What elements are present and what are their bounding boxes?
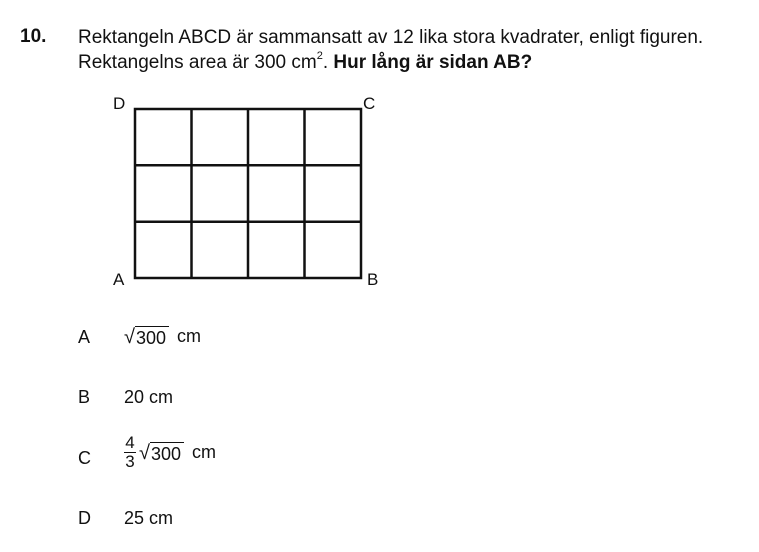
option-c-answer — [124, 434, 216, 471]
square-grid — [105, 90, 395, 295]
corner-label-b: B — [367, 270, 379, 289]
option-c-letter: C — [78, 448, 91, 468]
rectangle-figure — [105, 90, 395, 295]
square-root-sign: √ — [139, 442, 150, 464]
area-unit-exponent: 2 — [316, 49, 323, 62]
corner-label-d: D — [113, 94, 126, 113]
fraction-numerator: 4 — [125, 433, 135, 452]
option-b-letter: B — [78, 387, 91, 407]
fraction-denominator: 3 — [125, 452, 135, 471]
question-prompt: Hur lång är sidan AB? — [333, 52, 533, 73]
unit: cm — [192, 442, 217, 462]
corner-label-a: A — [113, 270, 125, 289]
square-root-sign: √ — [124, 326, 135, 348]
option-d-answer: 25 cm — [124, 508, 174, 528]
option-a-answer — [124, 324, 201, 349]
question-area-text: Rektangelns area är 300 cm — [78, 52, 317, 73]
fraction — [124, 434, 136, 471]
question-period: . — [322, 52, 329, 73]
question-number: 10. — [20, 26, 47, 47]
square-root-expression — [139, 440, 184, 465]
square-root-expression — [124, 324, 169, 349]
option-d-letter: D — [78, 508, 91, 528]
radicand: 300 — [150, 442, 184, 465]
option-b-answer: 20 cm — [124, 387, 174, 407]
radicand: 300 — [135, 326, 169, 349]
question-text-line-2 — [78, 51, 532, 75]
corner-label-c: C — [363, 94, 376, 113]
question-text-line-1: Rektangeln ABCD är sammansatt av 12 lika stora kvadrater, enligt figuren. — [78, 27, 704, 48]
unit: cm — [177, 326, 202, 346]
option-a-letter: A — [78, 327, 91, 347]
